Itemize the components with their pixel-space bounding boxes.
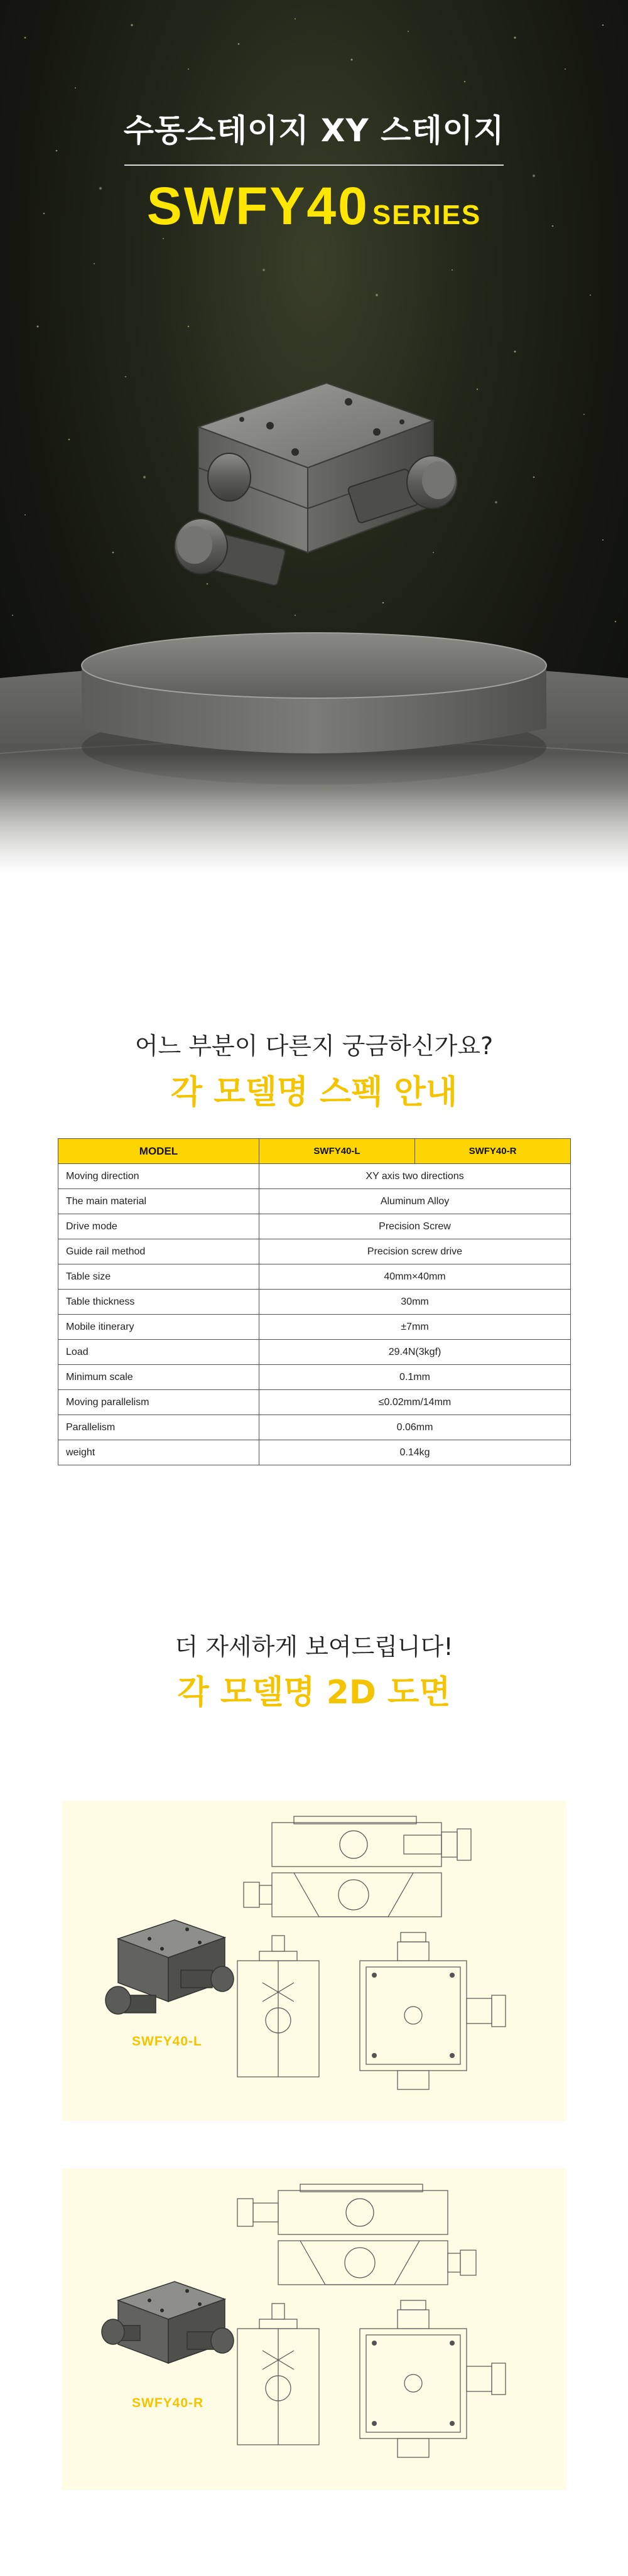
spec-header-model-l: SWFY40-L <box>259 1139 415 1164</box>
spec-table <box>58 1138 571 1465</box>
spec-value: Precision Screw <box>259 1214 571 1239</box>
spec-row <box>58 1390 571 1415</box>
technical-drawing-l <box>225 1813 558 2102</box>
spec-row <box>58 1164 571 1189</box>
spec-label: Mobile itinerary <box>58 1315 259 1340</box>
technical-drawing-r <box>225 2181 558 2470</box>
spec-label: Guide rail method <box>58 1239 259 1264</box>
spec-value: 30mm <box>259 1290 571 1315</box>
panel-model-label-l: SWFY40-L <box>132 2034 202 2049</box>
drawing-panel-l <box>62 1801 566 2121</box>
spec-row <box>58 1365 571 1390</box>
spec-row <box>58 1315 571 1340</box>
spec-label: Moving parallelism <box>58 1390 259 1415</box>
spec-row <box>58 1415 571 1440</box>
spec-row <box>58 1340 571 1365</box>
spec-value: 0.06mm <box>259 1415 571 1440</box>
spec-label: Load <box>58 1340 259 1365</box>
hero-title: 수동스테이지 XY 스테이지 <box>123 112 505 149</box>
spec-row <box>58 1189 571 1214</box>
spec-value: 29.4N(3kgf) <box>259 1340 571 1365</box>
spec-row <box>58 1440 571 1465</box>
hero-fade-overlay <box>0 753 628 873</box>
spec-label: Drive mode <box>58 1214 259 1239</box>
hero-model-line <box>0 176 628 237</box>
spec-label: Table size <box>58 1264 259 1290</box>
spec-label: Parallelism <box>58 1415 259 1440</box>
spec-value: 40mm×40mm <box>259 1264 571 1290</box>
spec-label: Moving direction <box>58 1164 259 1189</box>
spec-value: Precision screw drive <box>259 1239 571 1264</box>
drawing-panel-r <box>62 2169 566 2490</box>
product-thumbnail-l <box>99 1895 244 2102</box>
hero-series-label: SERIES <box>372 200 482 230</box>
hero-divider <box>124 164 504 166</box>
spec-header-row <box>58 1139 571 1164</box>
panel-model-label-r: SWFY40-R <box>132 2396 204 2410</box>
spec-label: Table thickness <box>58 1290 259 1315</box>
spec-question: 어느 부분이 다른지 궁금하신가요? <box>134 1032 494 1060</box>
spec-value: ±7mm <box>259 1315 571 1340</box>
spec-row <box>58 1290 571 1315</box>
drawing-question: 더 자세하게 보여드립니다! <box>175 1633 453 1661</box>
spec-value: Aluminum Alloy <box>259 1189 571 1214</box>
spec-value: ≤0.02mm/14mm <box>259 1390 571 1415</box>
drawing-heading: 각 모델명 2D 도면 <box>177 1674 451 1711</box>
spec-value: 0.1mm <box>259 1365 571 1390</box>
hero-banner <box>0 0 628 873</box>
product-thumbnail-r <box>99 2256 244 2464</box>
spec-value: XY axis two directions <box>259 1164 571 1189</box>
spec-label: The main material <box>58 1189 259 1214</box>
spec-value: 0.14kg <box>259 1440 571 1465</box>
spec-row <box>58 1264 571 1290</box>
spec-header-model: MODEL <box>58 1139 259 1164</box>
spec-row <box>58 1239 571 1264</box>
spec-row <box>58 1214 571 1239</box>
spec-header-model-r: SWFY40-R <box>415 1139 571 1164</box>
spec-label: Minimum scale <box>58 1365 259 1390</box>
xy-stage-hero <box>175 383 457 586</box>
spec-label: weight <box>58 1440 259 1465</box>
hero-model-name: SWFY40 <box>146 176 369 235</box>
spec-heading: 각 모델명 스펙 안내 <box>170 1074 458 1111</box>
